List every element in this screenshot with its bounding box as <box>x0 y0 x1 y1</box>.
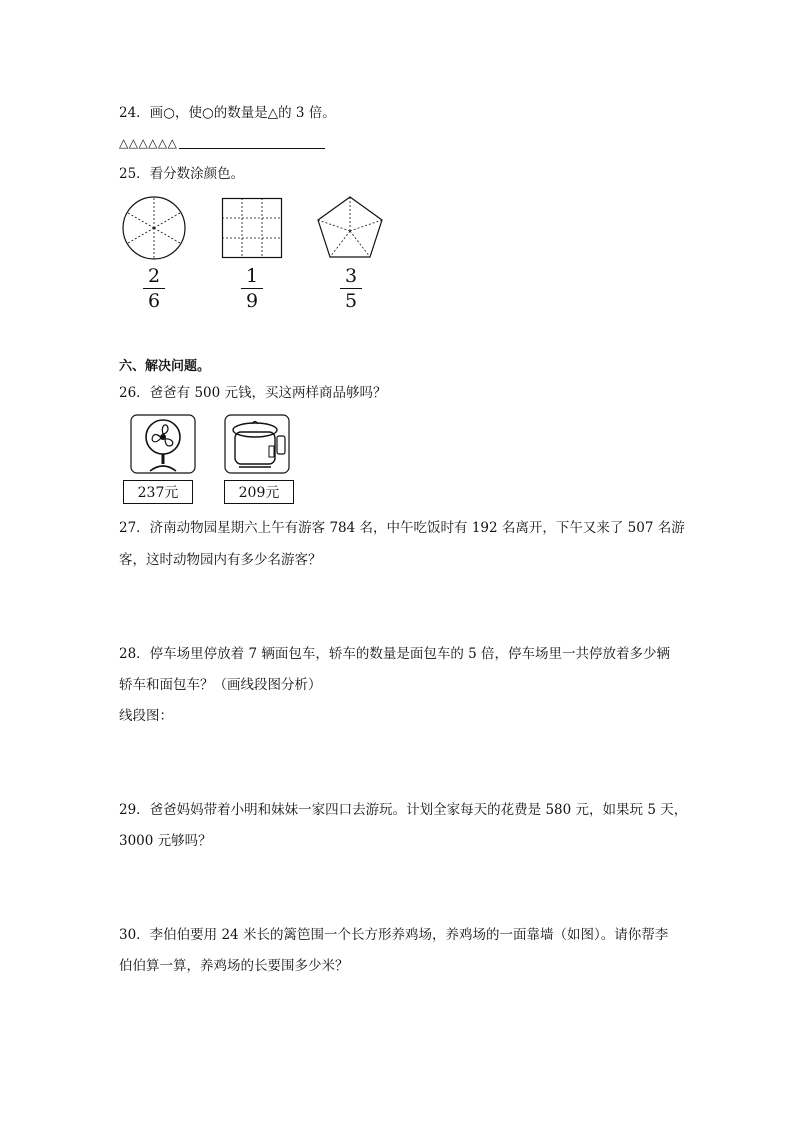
question-28-line1: 28．停车场里停放着 7 辆面包车，轿车的数量是面包车的 5 倍，停车场里一共停放着多少辆 <box>119 646 671 662</box>
question-29-line2: 3000 元够吗？ <box>119 833 212 849</box>
question-27-line1: 27．济南动物园星期六上午有游客 784 名，中午吃饭时有 192 名离开，下午又来了 507 名游 <box>119 520 685 536</box>
fraction-bar <box>340 288 362 289</box>
fraction-numerator: 2 <box>147 265 161 287</box>
question-26: 26．爸爸有 500 元钱，买这两样商品够吗？ <box>119 385 387 401</box>
circle-shape[interactable] <box>122 196 186 260</box>
fraction-circle <box>137 265 171 312</box>
fraction-square <box>235 265 269 312</box>
answer-blank[interactable] <box>179 134 325 149</box>
fraction-denominator: 9 <box>245 290 259 312</box>
question-28-line3: 线段图： <box>119 708 173 724</box>
price-tag: 237元 <box>123 480 193 504</box>
fraction-pentagon <box>334 265 368 312</box>
question-24: 24．画○，使○的数量是△的 3 倍。 <box>119 105 336 121</box>
question-27-line2: 客，这时动物园内有多少名游客？ <box>119 552 322 568</box>
section-title: 六、解决问题。 <box>119 359 211 374</box>
question-30-line1: 30．李伯伯要用 24 米长的篱笆围一个长方形养鸡场，养鸡场的一面靠墙（如图）。请你帮李 <box>119 927 669 943</box>
fraction-denominator: 6 <box>147 290 161 312</box>
fraction-bar <box>241 288 263 289</box>
fraction-bar <box>143 288 165 289</box>
square-shape[interactable] <box>222 198 282 258</box>
fraction-numerator: 1 <box>245 265 259 287</box>
rice-cooker-icon <box>224 414 290 474</box>
question-28-line2: 轿车和面包车？（画线段图分析） <box>119 677 322 693</box>
fraction-denominator: 5 <box>344 290 358 312</box>
question-30-line2: 伯伯算一算，养鸡场的长要围多少米？ <box>119 958 349 974</box>
question-25: 25．看分数涂颜色。 <box>119 166 245 182</box>
question-29-line1: 29．爸爸妈妈带着小明和妹妹一家四口去游玩。计划全家每天的花费是 580 元，如果玩 5 天， <box>119 802 688 818</box>
triangle-row: △△△△△△ <box>119 136 178 150</box>
fraction-numerator: 3 <box>344 265 358 287</box>
fan-icon <box>130 414 196 474</box>
pentagon-shape[interactable] <box>316 195 384 259</box>
question-24-answer-row <box>119 134 325 152</box>
price-tag: 209元 <box>224 480 294 504</box>
